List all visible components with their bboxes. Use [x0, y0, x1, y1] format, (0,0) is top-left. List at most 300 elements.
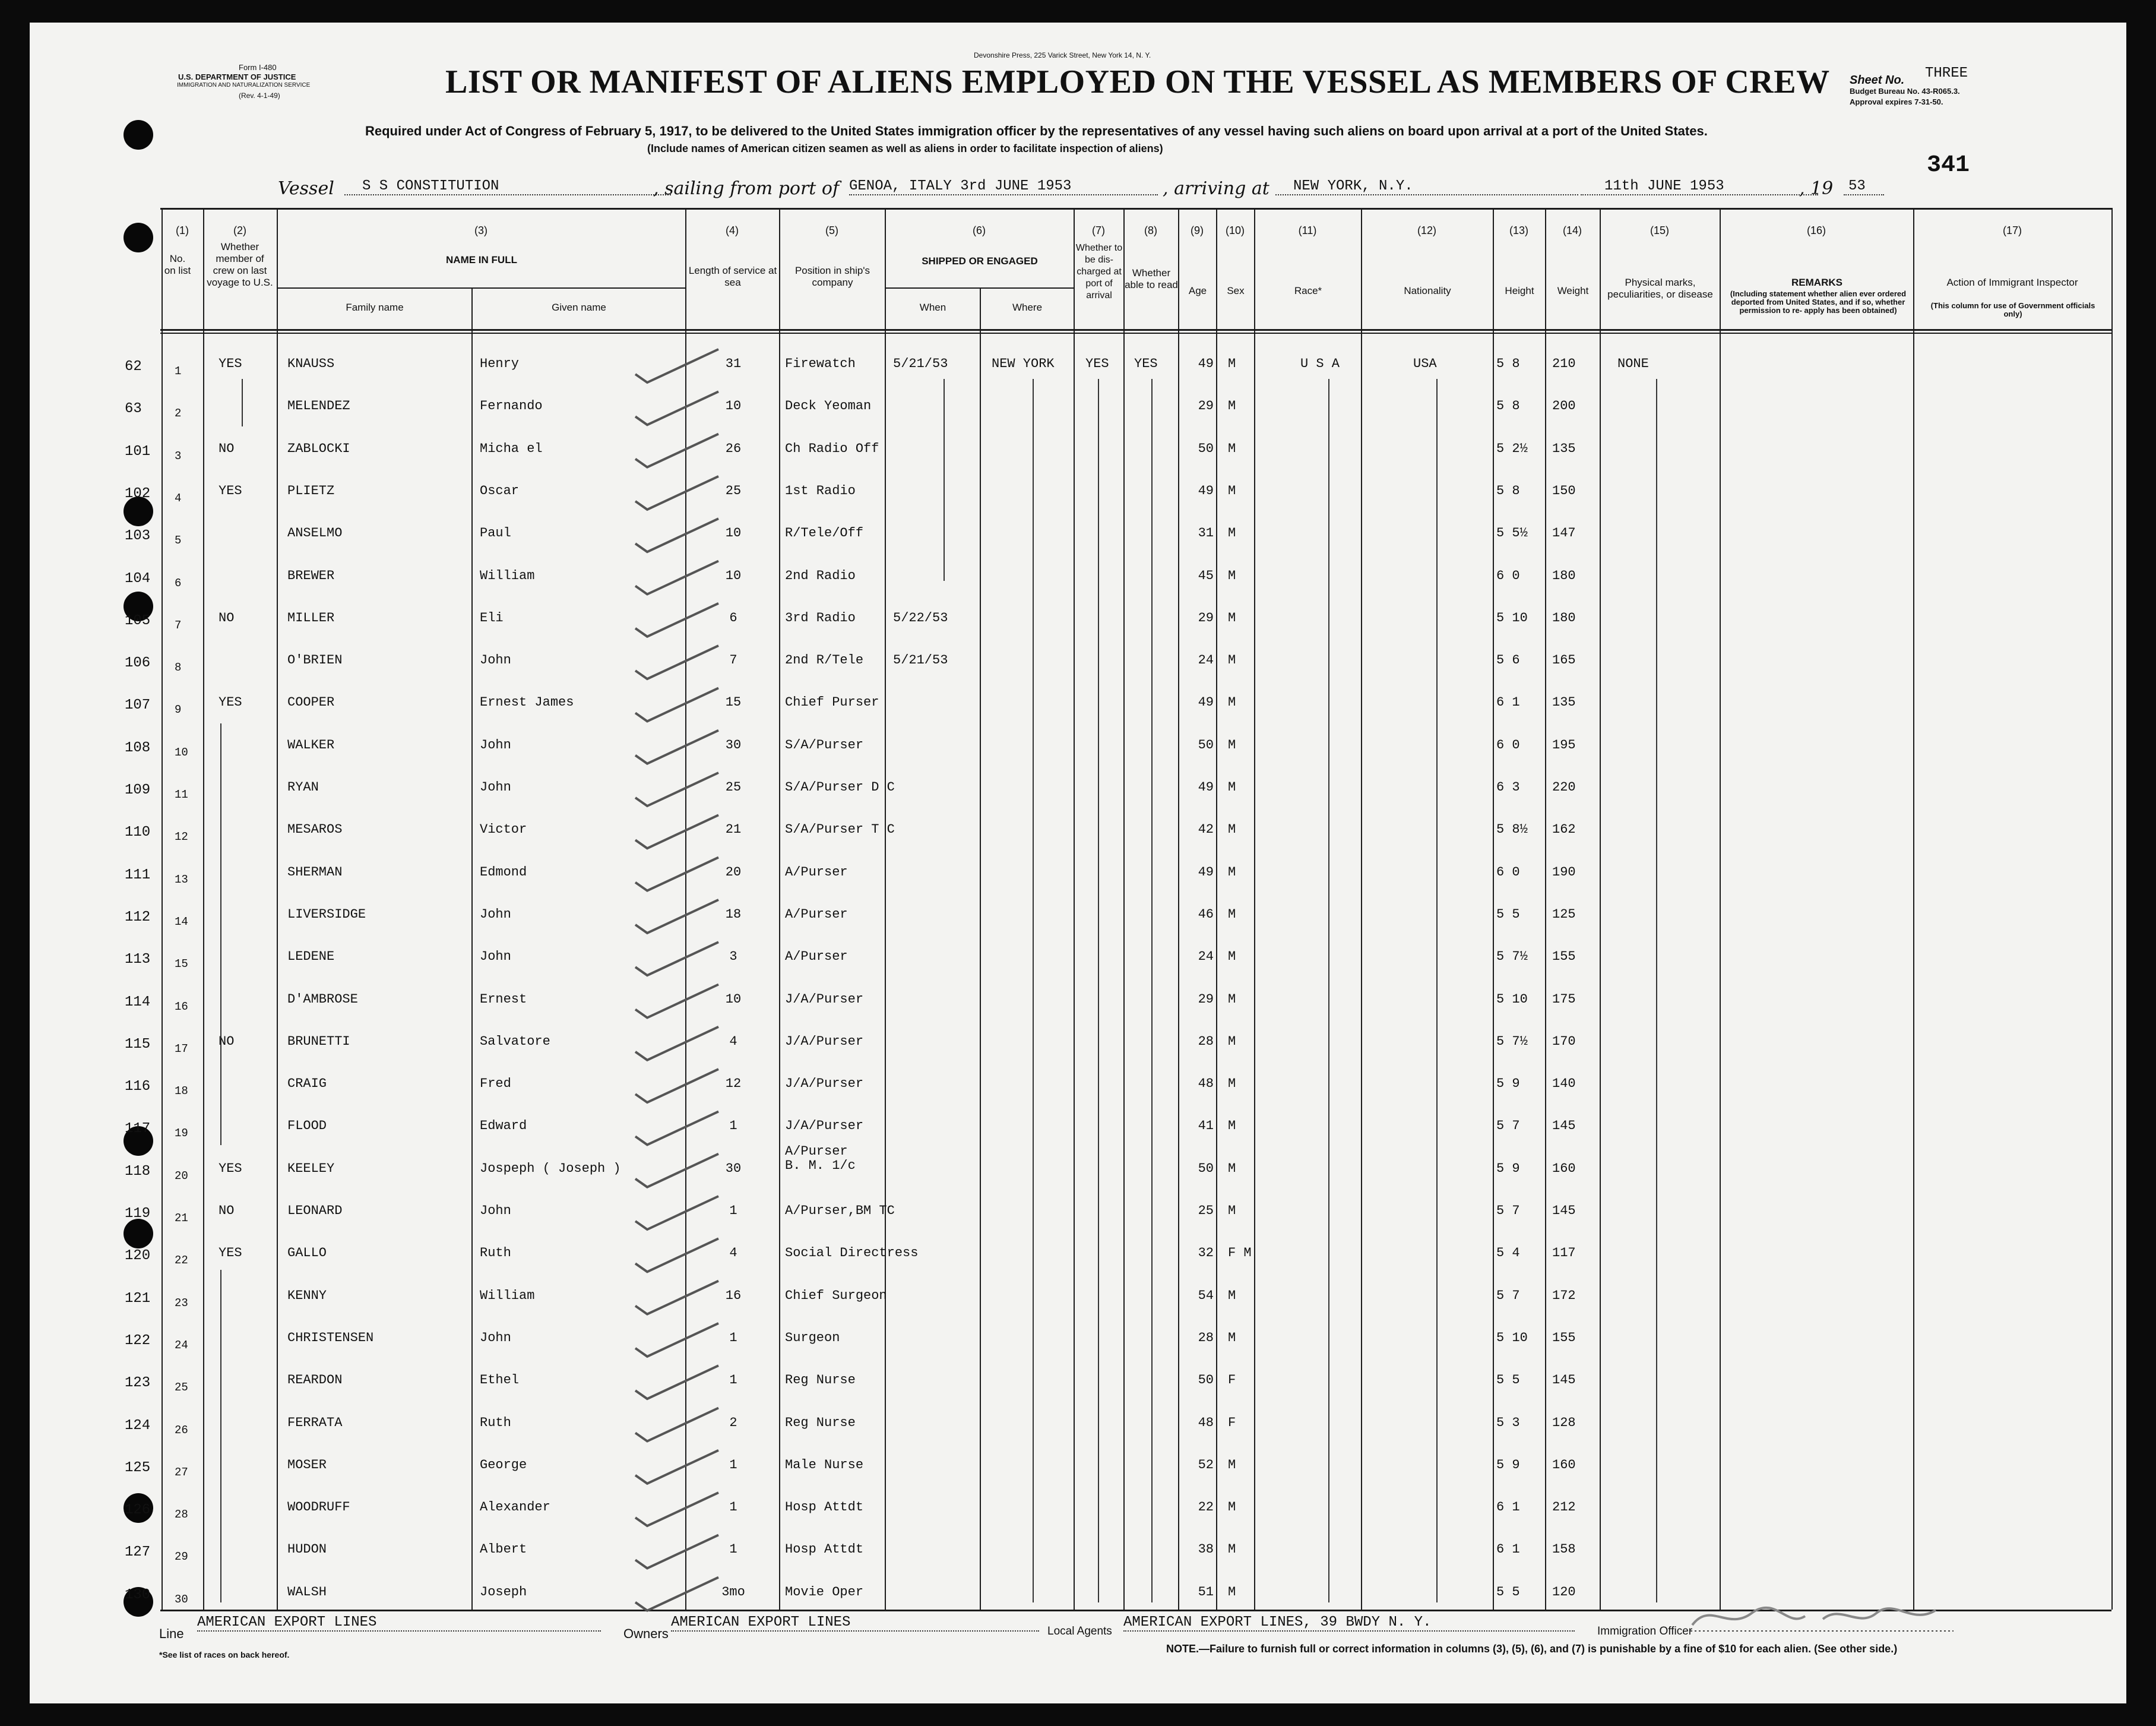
given-name-cell: Eli — [480, 610, 504, 625]
age-cell: 46 — [1198, 906, 1214, 922]
shipped-when-cell: 5/21/53 — [893, 356, 948, 371]
age-cell: 32 — [1198, 1245, 1214, 1261]
header-physical-marks: Physical marks, peculiarities, or disease — [1607, 277, 1713, 300]
shipped-where-cell: NEW YORK — [992, 356, 1055, 371]
family-name-cell: BRUNETTI — [287, 1033, 350, 1049]
member-cell: YES — [219, 356, 242, 371]
line-number: 27 — [175, 1465, 188, 1479]
age-cell: 52 — [1198, 1457, 1214, 1472]
height-cell: 6 1 — [1496, 1542, 1520, 1557]
header-able-to-read: Whether able to read — [1125, 267, 1178, 290]
sex-cell: M — [1228, 526, 1236, 541]
service-cell: 16 — [725, 1288, 742, 1303]
service-cell: 10 — [725, 568, 742, 583]
family-name-cell: FLOOD — [287, 1118, 327, 1134]
arriving-port: NEW YORK, N.Y. — [1275, 178, 1578, 195]
able-to-read-cell: YES — [1134, 356, 1158, 371]
given-name-cell: Micha el — [480, 441, 543, 456]
sex-cell: M — [1228, 610, 1236, 625]
line-number: 21 — [175, 1212, 188, 1225]
sex-cell: M — [1228, 1118, 1236, 1134]
year-value: 53 — [1844, 178, 1884, 195]
service-cell: 20 — [725, 864, 742, 880]
family-name-cell: MESAROS — [287, 822, 343, 837]
row-reference-number: 112 — [125, 909, 151, 925]
age-cell: 48 — [1198, 1076, 1214, 1092]
line-number: 25 — [175, 1381, 188, 1395]
position-cell: J/A/Purser — [785, 991, 864, 1007]
check-mark — [635, 731, 718, 764]
age-cell: 42 — [1198, 822, 1214, 837]
weight-cell: 190 — [1552, 864, 1576, 880]
position-cell: Social Directress — [785, 1245, 919, 1261]
sex-cell: M — [1228, 695, 1236, 710]
line-number: 4 — [175, 491, 182, 505]
age-cell: 29 — [1198, 991, 1214, 1007]
check-mark — [635, 1365, 718, 1399]
family-name-cell: FERRATA — [287, 1415, 343, 1430]
family-name-cell: CRAIG — [287, 1076, 327, 1092]
member-cell: NO — [219, 610, 235, 625]
check-mark — [635, 476, 718, 510]
age-cell: 45 — [1198, 568, 1214, 583]
weight-cell: 162 — [1552, 822, 1576, 837]
height-cell: 5 7½ — [1496, 1033, 1528, 1049]
check-mark — [635, 646, 718, 679]
header-name-in-full: NAME IN FULL — [446, 254, 517, 265]
weight-cell: 145 — [1552, 1373, 1576, 1388]
line-number: 9 — [175, 703, 182, 717]
row-reference-number: 117 — [125, 1121, 151, 1137]
header-length-service: Length of service at sea — [688, 265, 777, 288]
height-cell: 5 3 — [1496, 1415, 1520, 1430]
height-cell: 5 8 — [1496, 356, 1520, 371]
service-cell: 1 — [729, 1118, 737, 1134]
race-cell: U S A — [1300, 356, 1340, 371]
sex-cell: M — [1228, 1584, 1236, 1599]
sex-cell: M — [1228, 1500, 1236, 1515]
header-family-name: Family name — [346, 302, 404, 313]
header-age: Age — [1188, 285, 1207, 296]
position-cell: A/Purser B. M. 1/c — [785, 1143, 856, 1173]
family-name-cell: MOSER — [287, 1457, 327, 1472]
age-cell: 29 — [1198, 610, 1214, 625]
height-cell: 6 3 — [1496, 780, 1520, 795]
line-number: 6 — [175, 576, 182, 590]
line-number: 8 — [175, 661, 182, 675]
age-cell: 28 — [1198, 1330, 1214, 1345]
column-number: (4) — [726, 225, 739, 236]
service-cell: 10 — [725, 991, 742, 1007]
header-where: Where — [1012, 302, 1043, 313]
given-name-cell: Ernest — [480, 991, 527, 1007]
age-cell: 22 — [1198, 1500, 1214, 1515]
fine-note: NOTE.—Failure to furnish full or correct information in columns (3), (5), (6), and (7) is punishable by a fine of $10 for each alien. (See other side.) — [1166, 1643, 1898, 1655]
weight-cell: 160 — [1552, 1457, 1576, 1472]
service-cell: 25 — [725, 780, 742, 795]
row-reference-number: 123 — [125, 1375, 151, 1392]
row-reference-number: 121 — [125, 1290, 151, 1307]
position-cell: Reg Nurse — [785, 1373, 856, 1388]
publisher-line: Devonshire Press, 225 Varick Street, New York 14, N. Y. — [974, 51, 1151, 59]
service-cell: 26 — [725, 441, 742, 456]
weight-cell: 195 — [1552, 737, 1576, 753]
row-reference-number: 104 — [125, 570, 151, 587]
check-mark — [635, 519, 718, 552]
service-cell: 2 — [729, 1415, 737, 1430]
service-cell: 30 — [725, 1161, 742, 1176]
age-cell: 25 — [1198, 1203, 1214, 1218]
department-name: U.S. DEPARTMENT OF JUSTICE — [178, 72, 296, 81]
height-cell: 5 5 — [1496, 1373, 1520, 1388]
given-name-cell: Joseph — [480, 1584, 527, 1599]
row-reference-number: 124 — [125, 1417, 151, 1434]
row-reference-number: 120 — [125, 1248, 151, 1265]
family-name-cell: D'AMBROSE — [287, 991, 358, 1007]
sex-cell: F — [1228, 1373, 1236, 1388]
height-cell: 6 0 — [1496, 568, 1520, 583]
height-cell: 5 5½ — [1496, 526, 1528, 541]
sex-cell: M — [1228, 822, 1236, 837]
owners-value: AMERICAN EXPORT LINES — [671, 1614, 1039, 1632]
sex-cell: M — [1228, 568, 1236, 583]
given-name-cell: Edmond — [480, 864, 527, 880]
age-cell: 48 — [1198, 1415, 1214, 1430]
row-reference-number: 103 — [125, 528, 151, 545]
sex-cell: M — [1228, 653, 1236, 668]
given-name-cell: Paul — [480, 526, 511, 541]
service-cell: 3mo — [721, 1584, 745, 1599]
family-name-cell: MILLER — [287, 610, 335, 625]
weight-cell: 212 — [1552, 1500, 1576, 1515]
given-name-cell: John — [480, 737, 511, 753]
year-label: , 19 — [1799, 178, 1834, 199]
given-name-cell: Fernando — [480, 399, 543, 414]
check-mark — [635, 349, 718, 382]
service-cell: 1 — [729, 1457, 737, 1472]
approval-expiry: Approval expires 7-31-50. — [1850, 97, 1943, 106]
header-discharged: Whether to be dis- charged at port of arrival — [1075, 243, 1123, 301]
vessel-label: Vessel — [278, 178, 334, 199]
check-mark — [635, 1111, 718, 1145]
sex-cell: F M — [1228, 1245, 1252, 1261]
position-cell: Firewatch — [785, 356, 856, 371]
height-cell: 5 8 — [1496, 483, 1520, 498]
races-note: *See list of races on back hereof. — [159, 1650, 290, 1659]
family-name-cell: KNAUSS — [287, 356, 335, 371]
check-mark — [635, 1323, 718, 1357]
position-cell: 2nd Radio — [785, 568, 856, 583]
height-cell: 5 8½ — [1496, 822, 1528, 837]
arrival-date: 11th JUNE 1953 — [1581, 178, 1818, 195]
family-name-cell: GALLO — [287, 1245, 327, 1261]
line-number: 28 — [175, 1508, 188, 1522]
sex-cell: M — [1228, 1076, 1236, 1092]
age-cell: 49 — [1198, 864, 1214, 880]
weight-cell: 160 — [1552, 1161, 1576, 1176]
position-cell: J/A/Purser — [785, 1076, 864, 1092]
header-height: Height — [1505, 285, 1534, 296]
line-number: 22 — [175, 1254, 188, 1267]
given-name-cell: Ernest James — [480, 695, 574, 710]
check-mark — [635, 1578, 718, 1611]
weight-cell: 145 — [1552, 1203, 1576, 1218]
given-name-cell: Fred — [480, 1076, 511, 1092]
check-mark — [635, 1535, 718, 1568]
weight-cell: 158 — [1552, 1542, 1576, 1557]
line-number: 16 — [175, 1000, 188, 1013]
header-action: Action of Immigrant Inspector — [1946, 277, 2078, 288]
given-name-cell: Ruth — [480, 1415, 511, 1430]
height-cell: 6 1 — [1496, 695, 1520, 710]
line-number: 19 — [175, 1127, 188, 1140]
service-cell: 4 — [729, 1245, 737, 1261]
check-mark — [635, 1408, 718, 1442]
row-reference-number: 126 — [125, 1502, 151, 1519]
column-number: (16) — [1806, 225, 1826, 236]
member-cell: NO — [219, 441, 235, 456]
family-name-cell: CHRISTENSEN — [287, 1330, 374, 1345]
sex-cell: M — [1228, 399, 1236, 414]
position-cell: J/A/Purser — [785, 1033, 864, 1049]
sex-cell: M — [1228, 906, 1236, 922]
age-cell: 49 — [1198, 483, 1214, 498]
service-cell: 30 — [725, 737, 742, 753]
weight-cell: 128 — [1552, 1415, 1576, 1430]
form-revision: (Rev. 4-1-49) — [239, 91, 280, 100]
check-mark — [635, 603, 718, 637]
budget-bureau: Budget Bureau No. 43-R065.3. — [1850, 87, 1960, 96]
weight-cell: 125 — [1552, 906, 1576, 922]
family-name-cell: KENNY — [287, 1288, 327, 1303]
line-number: 20 — [175, 1169, 188, 1183]
family-name-cell: WALKER — [287, 737, 335, 753]
header-position: Position in ship's company — [794, 265, 870, 288]
age-cell: 28 — [1198, 1033, 1214, 1049]
manifest-title: LIST OR MANIFEST OF ALIENS EMPLOYED ON THE VESSEL AS MEMBERS OF CREW — [445, 64, 1830, 100]
height-cell: 5 9 — [1496, 1457, 1520, 1472]
service-cell: 15 — [725, 695, 742, 710]
family-name-cell: LIVERSIDGE — [287, 906, 366, 922]
sailing-label: , sailing from port of — [653, 178, 840, 199]
sex-cell: M — [1228, 949, 1236, 965]
line-number: 10 — [175, 745, 188, 759]
sex-cell: M — [1228, 1203, 1236, 1218]
family-name-cell: HUDON — [287, 1542, 327, 1557]
check-mark — [635, 815, 718, 848]
height-cell: 6 0 — [1496, 737, 1520, 753]
line-number: 26 — [175, 1423, 188, 1437]
row-reference-number: 111 — [125, 867, 151, 883]
row-reference-number: 118 — [125, 1163, 151, 1180]
check-mark — [635, 1493, 718, 1526]
family-name-cell: ZABLOCKI — [287, 441, 350, 456]
check-mark — [635, 1450, 718, 1484]
age-cell: 41 — [1198, 1118, 1214, 1134]
inspector-check-marks — [30, 23, 2126, 1703]
service-cell: 18 — [725, 906, 742, 922]
check-mark — [635, 688, 718, 721]
line-number: 12 — [175, 830, 188, 844]
weight-cell: 155 — [1552, 1330, 1576, 1345]
weight-cell: 135 — [1552, 441, 1576, 456]
age-cell: 50 — [1198, 1373, 1214, 1388]
line-number: 5 — [175, 534, 182, 548]
height-cell: 5 8 — [1496, 399, 1520, 414]
row-reference-number: 119 — [125, 1206, 151, 1222]
column-number: (9) — [1191, 225, 1204, 236]
check-mark — [635, 900, 718, 933]
age-cell: 38 — [1198, 1542, 1214, 1557]
position-cell: R/Tele/Off — [785, 526, 864, 541]
member-cell: YES — [219, 1161, 242, 1176]
position-cell: 1st Radio — [785, 483, 856, 498]
sex-cell: M — [1228, 1542, 1236, 1557]
height-cell: 5 7 — [1496, 1203, 1520, 1218]
age-cell: 49 — [1198, 356, 1214, 371]
header-weight: Weight — [1557, 285, 1589, 296]
column-number: (2) — [233, 225, 246, 236]
column-number: (15) — [1650, 225, 1669, 236]
position-cell: Surgeon — [785, 1330, 840, 1345]
weight-cell: 147 — [1552, 526, 1576, 541]
family-name-cell: MELENDEZ — [287, 399, 350, 414]
agents-label: Local Agents — [1047, 1625, 1112, 1638]
service-cell: 1 — [729, 1500, 737, 1515]
service-cell: 25 — [725, 483, 742, 498]
given-name-cell: Salvatore — [480, 1033, 550, 1049]
weight-cell: 210 — [1552, 356, 1576, 371]
immigration-officer-label: Immigration Officer — [1597, 1625, 1693, 1638]
line-label: Line — [159, 1626, 184, 1641]
weight-cell: 155 — [1552, 949, 1576, 965]
check-mark — [635, 985, 718, 1018]
sex-cell: M — [1228, 737, 1236, 753]
sex-cell: M — [1228, 1033, 1236, 1049]
header-when: When — [919, 302, 946, 313]
sex-cell: M — [1228, 1457, 1236, 1472]
row-reference-number: 110 — [125, 824, 151, 841]
weight-cell: 175 — [1552, 991, 1576, 1007]
row-reference-number: 114 — [125, 994, 151, 1010]
height-cell: 5 5 — [1496, 1584, 1520, 1599]
row-reference-number: 108 — [125, 739, 151, 756]
service-cell: 1 — [729, 1203, 737, 1218]
height-cell: 5 5 — [1496, 906, 1520, 922]
position-cell: Deck Yeoman — [785, 399, 872, 414]
column-number: (17) — [2002, 225, 2022, 236]
header-nationality: Nationality — [1404, 285, 1451, 296]
age-cell: 49 — [1198, 695, 1214, 710]
line-number: 1 — [175, 365, 182, 378]
position-cell: Chief Purser — [785, 695, 879, 710]
sailing-port: GENOA, ITALY 3rd JUNE 1953 — [849, 178, 1158, 195]
agents-value: AMERICAN EXPORT LINES, 39 BWDY N. Y. — [1123, 1614, 1575, 1632]
arriving-label: , arriving at — [1163, 178, 1269, 199]
header-sex: Sex — [1227, 285, 1245, 296]
header-no-on-list: No. on list — [164, 253, 191, 276]
row-reference-number: 127 — [125, 1544, 151, 1561]
family-name-cell: BREWER — [287, 568, 335, 583]
sex-cell: M — [1228, 1330, 1236, 1345]
check-mark — [635, 561, 718, 595]
check-mark — [635, 1196, 718, 1229]
sex-cell: F — [1228, 1415, 1236, 1430]
age-cell: 24 — [1198, 653, 1214, 668]
age-cell: 49 — [1198, 780, 1214, 795]
check-mark — [635, 942, 718, 975]
row-reference-number: 62 — [125, 359, 142, 375]
row-reference-number: 125 — [125, 1459, 151, 1476]
line-number: 23 — [175, 1296, 188, 1310]
weight-cell: 150 — [1552, 483, 1576, 498]
position-cell: Ch Radio Off — [785, 441, 879, 456]
line-number: 24 — [175, 1338, 188, 1352]
service-cell: 1 — [729, 1542, 737, 1557]
given-name-cell: John — [480, 1330, 511, 1345]
given-name-cell: John — [480, 906, 511, 922]
position-cell: J/A/Purser — [785, 1118, 864, 1134]
line-number: 14 — [175, 915, 188, 928]
position-cell: Hosp Attdt — [785, 1500, 864, 1515]
age-cell: 24 — [1198, 949, 1214, 965]
member-cell: NO — [219, 1203, 235, 1218]
check-mark — [635, 773, 718, 806]
given-name-cell: William — [480, 1288, 535, 1303]
given-name-cell: William — [480, 568, 535, 583]
height-cell: 5 7½ — [1496, 949, 1528, 965]
line-number: 29 — [175, 1550, 188, 1564]
position-cell: A/Purser — [785, 949, 848, 965]
header-race: Race* — [1294, 285, 1322, 296]
form-number: Form I-480 — [239, 63, 277, 72]
given-name-cell: George — [480, 1457, 527, 1472]
family-name-cell: REARDON — [287, 1373, 343, 1388]
line-number: 30 — [175, 1592, 188, 1606]
sex-cell: M — [1228, 356, 1236, 371]
family-name-cell: ANSELMO — [287, 526, 343, 541]
height-cell: 5 10 — [1496, 610, 1528, 625]
given-name-cell: Alexander — [480, 1500, 550, 1515]
service-cell: 10 — [725, 526, 742, 541]
family-name-cell: KEELEY — [287, 1161, 335, 1176]
owners-label: Owners — [623, 1626, 669, 1641]
line-number: 15 — [175, 957, 188, 971]
age-cell: 50 — [1198, 441, 1214, 456]
discharged-cell: YES — [1085, 356, 1109, 371]
family-name-cell: COOPER — [287, 695, 335, 710]
given-name-cell: Jospeph ( Joseph ) — [480, 1161, 621, 1176]
member-cell: YES — [219, 1245, 242, 1261]
position-cell: Male Nurse — [785, 1457, 864, 1472]
sex-cell: M — [1228, 1288, 1236, 1303]
sex-cell: M — [1228, 441, 1236, 456]
weight-cell: 117 — [1552, 1245, 1576, 1261]
header-given-name: Given name — [552, 302, 606, 313]
position-cell: S/A/Purser — [785, 737, 864, 753]
given-name-cell: John — [480, 780, 511, 795]
column-number: (10) — [1225, 225, 1245, 236]
height-cell: 6 1 — [1496, 1500, 1520, 1515]
age-cell: 31 — [1198, 526, 1214, 541]
family-name-cell: LEDENE — [287, 949, 335, 965]
position-cell: A/Purser — [785, 906, 848, 922]
service-cell: 1 — [729, 1373, 737, 1388]
line-number: 7 — [175, 618, 182, 632]
row-reference-number: 115 — [125, 1036, 151, 1052]
age-cell: 29 — [1198, 399, 1214, 414]
service-cell: 1 — [729, 1330, 737, 1345]
